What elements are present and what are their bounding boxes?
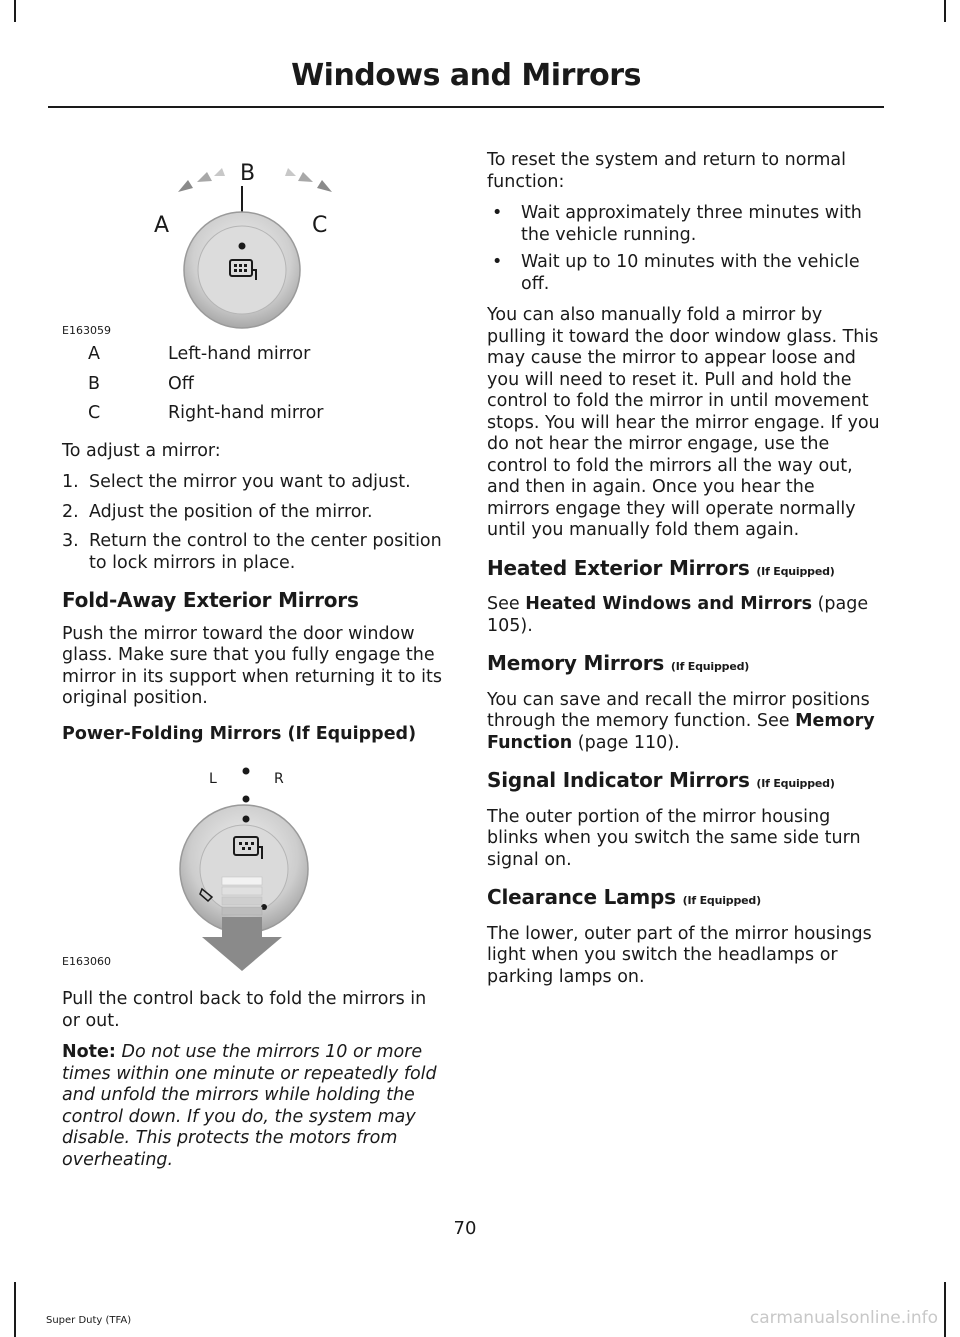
step-number: 3.: [62, 531, 79, 551]
step-item: [62, 531, 448, 574]
reset-intro: To reset the system and return to normal function:: [487, 150, 846, 192]
bullet-item: [487, 252, 880, 295]
heated-page-ref: (page 105).: [487, 594, 869, 636]
power-fold-figure: [62, 757, 448, 989]
bullet-text: Wait approximately three minutes with the vehicle running.: [521, 203, 862, 245]
crop-mark: [14, 1282, 16, 1337]
clearance-heading: [487, 887, 880, 912]
step-text: Select the mirror you want to adjust.: [89, 472, 411, 492]
step-text: Adjust the position of the mirror.: [89, 501, 373, 522]
memory-body: You can save and recall the mirror positions through the memory function. See: [487, 689, 870, 731]
figure-code: E163059: [62, 324, 111, 337]
step-item: [62, 502, 448, 524]
power-fold-illustration: [62, 757, 448, 989]
page-number: 70: [453, 1218, 477, 1239]
if-equipped-note: (If Equipped): [682, 894, 761, 907]
if-equipped-note: (If Equipped): [756, 777, 835, 790]
adjust-intro: To adjust a mirror:: [62, 440, 221, 461]
step-item: [62, 472, 448, 494]
see-text: See: [487, 594, 520, 614]
mirror-selector-figure: [62, 150, 448, 340]
clearance-title: Clearance Lamps: [487, 885, 676, 909]
legend-table: [62, 340, 323, 429]
power-folding-heading: Power-Folding Mirrors (If Equipped): [62, 723, 417, 744]
legend-value: Left-hand mirror: [168, 344, 311, 364]
bullet-icon: •: [492, 252, 503, 272]
reset-bullets: [487, 203, 880, 295]
watermark: carmanualsonline.info: [749, 1308, 938, 1328]
heated-link[interactable]: Heated Windows and Mirrors: [525, 594, 813, 614]
manual-fold-text: You can also manually fold a mirror by pulling it toward the door window glass. This may cause the mirror to appear loose and you will need to reset it. Pull and hold the control to fold the mirror in until movement stops. You will hear the mirror engage. If you do not hear the mirror engage, use the control to fold the mirrors all the way out, and then in again. Once you hear the mirrors engage they will operate normally until you manually fold them again.: [487, 305, 880, 540]
right-arrow-icon: [285, 168, 332, 192]
power-fold-note: [62, 1042, 448, 1171]
label-r: R: [274, 771, 284, 787]
memory-title: Memory Mirrors: [487, 651, 665, 675]
legend-row: [62, 370, 323, 400]
left-arrow-icon: [178, 168, 225, 192]
note-text: Do not use the mirrors 10 or more times within one minute or repeatedly fold and unfold the mirrors while holding the control down. If you do, the system may disable. This protects the motors from overheating.: [62, 1042, 437, 1170]
crop-mark: [944, 1282, 946, 1337]
heated-heading: [487, 555, 880, 583]
legend-row: [62, 340, 323, 370]
label-c: C: [312, 213, 328, 238]
memory-heading: [487, 653, 880, 678]
legend-key: A: [88, 344, 100, 364]
label-b: B: [240, 161, 256, 186]
step-text: Return the control to the center position to lock mirrors in place.: [89, 531, 442, 573]
figure-code: E163060: [62, 955, 111, 968]
note-label: Note:: [62, 1042, 116, 1062]
legend-value: Off: [168, 373, 194, 394]
signal-text: The outer portion of the mirror housing blinks when you switch the same side turn signal on.: [487, 806, 861, 870]
footer-label: Super Duty (TFA): [46, 1315, 132, 1326]
crop-mark: [14, 0, 16, 22]
label-a: A: [154, 213, 170, 238]
legend-key: C: [88, 403, 101, 423]
header-divider: [48, 106, 884, 108]
step-number: 2.: [62, 501, 79, 522]
step-number: 1.: [62, 472, 79, 492]
legend-key: B: [88, 373, 101, 394]
right-column: [487, 150, 880, 998]
if-equipped-note: (If Equipped): [756, 564, 835, 578]
mirror-selector-illustration: [62, 150, 448, 340]
memory-text: [487, 690, 880, 755]
fold-away-text: Push the mirror toward the door window glass. Make sure that you fully engage the mirror in its support when returning it to its original position.: [62, 623, 442, 708]
power-fold-text: Pull the control back to fold the mirrors in or out.: [62, 989, 427, 1031]
heated-text: [487, 594, 880, 637]
bullet-item: [487, 203, 880, 246]
legend-row: [62, 399, 323, 429]
crop-mark: [944, 0, 946, 22]
memory-link[interactable]: Memory Function: [487, 711, 875, 753]
fold-away-heading: Fold-Away Exterior Mirrors: [62, 588, 359, 612]
heated-title: Heated Exterior Mirrors: [487, 555, 750, 580]
left-column: [62, 150, 448, 1181]
if-equipped-note: (If Equipped): [670, 660, 750, 673]
signal-heading: [487, 770, 880, 795]
memory-page-ref: (page 110).: [577, 732, 680, 753]
adjust-steps: [62, 472, 448, 574]
page-title: Windows and Mirrors: [291, 58, 641, 93]
clearance-text: The lower, outer part of the mirror housings light when you switch the headlamps or parking lamps on.: [487, 923, 872, 987]
legend-value: Right-hand mirror: [168, 403, 324, 423]
bullet-text: Wait up to 10 minutes with the vehicle off.: [521, 252, 860, 294]
label-l: L: [209, 771, 217, 787]
signal-title: Signal Indicator Mirrors: [487, 768, 750, 792]
bullet-icon: •: [492, 203, 503, 223]
